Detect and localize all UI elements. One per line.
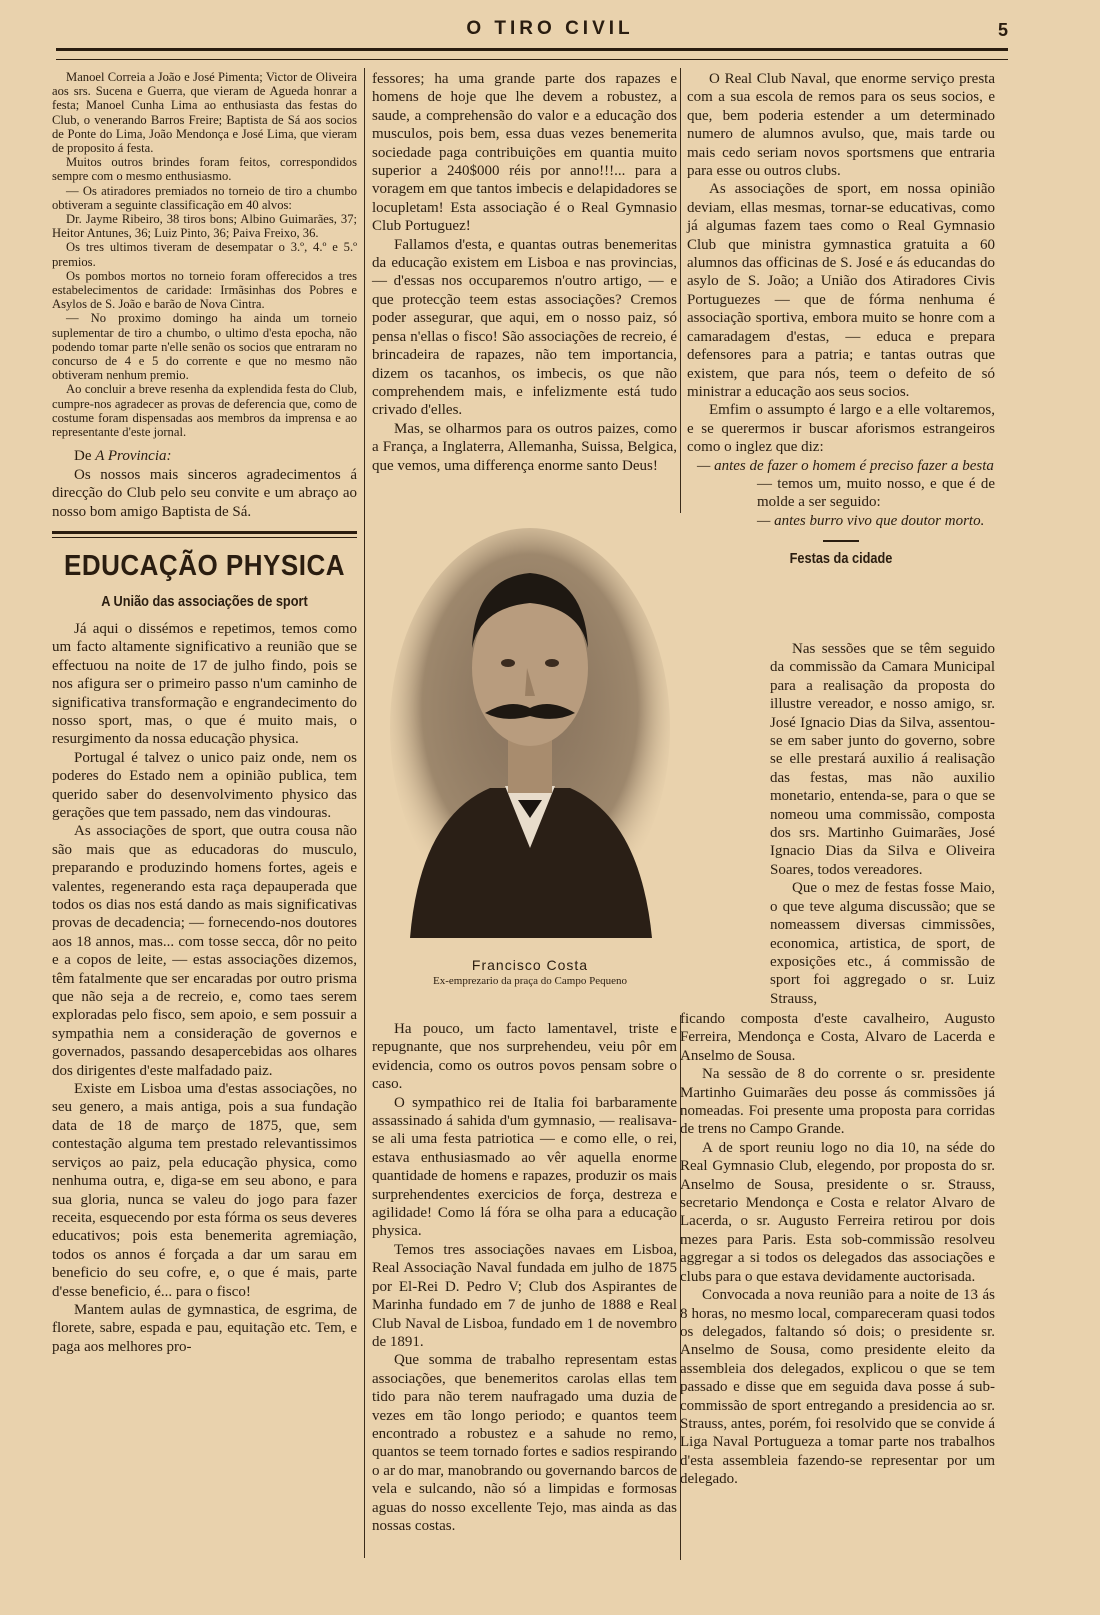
provincia-name: A Provincia: (95, 448, 172, 465)
article-paragraph: fessores; ha uma grande parte dos rapazes e homens de hoje que lhe devem a robustez, a saude, a comprehensão do valor e a educação dos musculos, pois bem, essa duas vezes benemerita sociedade paga contribuições em quantia muito superior a 240$000 réis por anno!!!... para a voragem em que tantos imbecis e delapidadores se locupletam! Esta associação é o Real Gymnasio Club Portuguez! (372, 71, 677, 235)
article-paragraph: Ao concluir a breve resenha da explendida festa do Club, cumpre-nos agradecer as provas de deferencia que, como de costume foram dispensadas aos membros da imprensa e ao representante d'este jornal. (52, 382, 357, 440)
article-paragraph: Convocada a nova reunião para a noite de 13 ás 8 horas, no mesmo local, compareceram quasi todos os delegados, faltando só dois; o presidente sr. Anselmo de Sousa, como presidente eleito da assembleia dos delegados, explicou o que se tem passado e disse que em seguida dava posse á sub-commissão de sport entregando a presidencia ao sr. Strauss, antes, porém, foi resolvido que se convide á Liga Naval Portugueza a tomar parte nos trabalhos d'esta assembleia fazendo-se representar por um delegado. (680, 1287, 995, 1488)
article-paragraph: Muitos outros brindes foram feitos, correspondidos sempre com o mesmo enthusiasmo. (52, 155, 357, 184)
article-paragraph: — Os atiradores premiados no torneio de tiro a chumbo obtiveram a seguinte classificação em 40 alvos: (52, 183, 357, 212)
provincia-intro: De A Provincia: (74, 448, 172, 465)
portrait-name: Francisco Costa (471, 957, 589, 973)
article-paragraph: Temos tres associações navaes em Lisboa, Real Associação Naval fundada em julho de 1875 por El-Rei D. Pedro V; Club dos Aspirantes de Marinha fundado em 7 de junho de 1888 e Real Club Naval de Lisboa, fundado em 1 de novembro de 1891. (372, 1241, 677, 1350)
article-paragraph: Emfim o assumpto é largo e a elle voltaremos, e se querermos ir buscar aforismos estrangeiros como o inglez que diz: (687, 402, 995, 456)
quote-connector: — temos um, muito nosso, e que é de molde a ser seguido: (757, 475, 995, 511)
portrait-figure (380, 518, 680, 987)
article-paragraph: Já aqui o dissémos e repetimos, temos como um facto altamente significativo a reunião que se effectuou na noite de 17 de julho findo, pois se nos afigura ser o primeiro passo n'um caminho de significativa transformação e engrandecimento do nosso sport, mas, o que é muito mais, o resurgimento da nossa educação physica. (52, 620, 357, 748)
masthead-title: O TIRO CIVIL (466, 18, 634, 39)
section-title-festas: Festas da cidade (789, 550, 893, 568)
article-paragraph: — No proximo domingo ha ainda um torneio suplementar de tiro a chumbo, o ultimo d'esta epocha, não podendo tomar parte n'elle senão os socios que entraram no concurso de 4 e 5 do corrente e que no mesmo não obtiveram nenhum premio. (52, 311, 357, 383)
portrait-image (380, 518, 680, 948)
header-rule (56, 48, 1008, 60)
article-paragraph: As associações de sport, em nossa opinião deviam, ellas mesmas, tornar-se educativas, como já algumas fazem taes como o Real Gymnasio Club que ministra gymnastica gratuita a 60 alumnos das officinas de S. José e ás educandas do asylo de S. João; a União dos Atiradores Civis Portuguezes — que de fórma nenhuma é associação sportiva, embora muito se honre com a camaradagem d'estas, — educa e prepara defensores para a patria; e tantas outras que existem, que para nós, teem o defeito de só ministrar a educação aos seus socios. (687, 181, 995, 400)
portrait-caption: Ex-emprezario da praça do Campo Pequeno (433, 975, 627, 987)
column-2-lower (372, 1020, 677, 1535)
article-paragraph: Mas, se olharmos para os outros paizes, como a França, a Inglaterra, Allemanha, Suissa, Belgica, que vemos, uma differença enorme santo Deus! (372, 420, 677, 474)
section-title: EDUCAÇÃO PHYSICA (63, 548, 346, 582)
article-paragraph: Manoel Correia a João e José Pimenta; Victor de Oliveira aos srs. Sucena e Guerra, que vieram de Agueda honrar a festa; Manoel Cunha Lima ao enthusiasta das festas do Club, o venerando Barros Freire; Baptista de Sá aos socios de Ponte do Lima, João Mendonça e José Lima, que vieram de proposito á festa. (52, 70, 357, 156)
quote-english: — antes de fazer o homem é preciso fazer a besta (697, 457, 994, 474)
article-paragraph: Os tres ultimos tiveram de desempatar o 3.º, 4.º e 5.º premios. (52, 240, 357, 269)
article-paragraph: Existe em Lisboa uma d'estas associações, no seu genero, a mais antiga, pois a sua fundação data de 18 de março de 1875, que, sem contestação alguma tem prestado relevantissimos serviços ao paiz, pela educação physica, como nenhuma outra, e, diga-se em seu abono, e para sua gloria, nunca se valeu do jogo para fazer receita, esquecendo por esta fórma os seus deveres educativos; pois esta benemerita agremiação, todos os annos é forçada a dar um sarau em beneficio do seu cofre, e, o que é mais, parte d'esse beneficio, é... para o fisco! (52, 1081, 357, 1300)
column-1 (52, 70, 357, 1356)
column-3-festas (770, 640, 995, 1008)
article-paragraph: Os nossos mais sinceros agradecimentos á direcção do Club pelo seu convite e um abraço ao nosso bom amigo Baptista de Sá. (52, 466, 357, 520)
column-3-festas-continued (680, 1010, 995, 1489)
article-paragraph: A de sport reuniu logo no dia 10, na séde do Real Gymnasio Club, elegendo, por proposta do sr. Anselmo de Sousa, presidente o sr. Strauss, secretario Mendonça e Costa e relator Alvaro de Lacerda, o sr. Augusto Ferreira retirou por dois mezes para Paris. Esta sob-commissão resolveu aggregar a si todos os delegados das associações e clubs para o que estava devidamente auctorisada. (680, 1139, 995, 1285)
article-paragraph: Nas sessões que se têm seguido da commissão da Camara Municipal para a realisação da proposta do illustre vereador, e nosso amigo, sr. José Ignacio Dias da Silva, assentou-se em saber junto do governo, sobre se elle prestará auxilio á realisação das festas, mas não auxilio monetario, entenda-se, para o que se nomeou uma commissão, composta dos srs. Martinho Guimarães, José Ignacio Dias da Silva e Oliveira Soares, todos vereadores. (770, 641, 995, 878)
section-divider (52, 531, 357, 538)
article-paragraph: Fallamos d'esta, e quantas outras benemeritas da educação existem em Lisboa e nas provincias, — d'essas nos occuparemos n'outro artigo, — e que protecção teem estas associações? Cremos poder assegurar, que aqui, em o nosso paiz, só pensa n'ellas o fisco! São associações de recreio, é brincadeira de rapazes, não tem importancia, dizem os tacanhos, os imbecis, os que não comprehendem mais, e infelizmente está tudo crivado d'elles. (372, 236, 677, 419)
article-paragraph: Ha pouco, um facto lamentavel, triste e repugnante, que nos surprehendeu, veiu pôr em evidencia, como os outros povos pensam sobre o caso. (372, 1021, 677, 1093)
article-paragraph: O sympathico rei de Italia foi barbaramente assassinado á sahida d'um gymnasio, — realisava-se ali uma festa patriotica — e como elle, o rei, estava enthusiasmado ao vêr aquella enorme quantidade de homens e rapazes, produzir os mais surprehendentes exercicios de força, destreza e agilidade! Como lá fóra se olha para a educação physica. (372, 1094, 677, 1240)
quote-portuguese: — antes burro vivo que doutor morto. (757, 512, 985, 529)
article-paragraph: O Real Club Naval, que enorme serviço presta com a sua escola de remos para os seus socios, e que, bem poderia estender a um determinado numero de alumnos avulso, que, mais tarde ou mais cedo seriam novos sportsmens que entraria para esse ou outros clubs. (687, 71, 995, 180)
column-divider (680, 68, 681, 513)
column-3 (687, 70, 995, 577)
article-paragraph: Dr. Jayme Ribeiro, 38 tiros bons; Albino Guimarães, 37; Heitor Antunes, 36; Luiz Pinto, 36; Paiva Freixo, 36. (52, 212, 357, 241)
article-paragraph: Que somma de trabalho representam estas associações, que benemeritos carolas ellas tem tido para não terem naufragado uma duzia de vezes em tão longo periodo; e quantos teem encontrado a robustez e a sahude no remo, quantos se teem tornado fortes e sadios respirando o ar do mar, manobrando ou governando barcos de vela e sulcando, não só a limpidas e formosas aguas do nosso excellente Tejo, mas ainda as das nossas costas. (372, 1352, 677, 1534)
article-paragraph: As associações de sport, que outra cousa não são mais que as educadoras do musculo, preparando e produzindo homens fortes, ageis e valentes, regenerando esta raça depauperada que todos os dias nos está dando as mais significativas provas de decadencia; — fornecendo-nos doutores aos 18 annos, mas... com tosse secca, dôr no peito e a copos de leite, — estas associações dizemos, têm fatalmente que ser encaradas por outro prisma que não seja a de recreio, e, como taes serem exploradas pelo fisco, sem apoio, e sem possuir a sympathia nem a consideração de governos e governados, passando desapercebidas aos olhares dos dirigentes d'este malfadado paiz. (52, 823, 357, 1079)
page-number: 5 (997, 20, 1008, 40)
section-subtitle: A União das associações de sport (101, 592, 308, 610)
article-paragraph: Na sessão de 8 do corrente o sr. presidente Martinho Guimarães deu posse ás commissões já nomeadas. Foi presente uma proposta para corridas de trens no Campo Grande. (680, 1066, 995, 1138)
article-paragraph: Que o mez de festas fosse Maio, o que teve alguma discussão; que se nomeassem diversas cimmissões, economica, artistica, de sport, de exposições etc., á commissão de sport foi aggregado o sr. Luiz Strauss, (770, 880, 995, 1007)
article-paragraph: Portugal é talvez o unico paiz onde, nem os poderes do Estado nem a opinião publica, tem querido saber do desenvolvimento physico das gerações que tem passado, nem das vindouras. (52, 749, 357, 821)
column-divider (364, 68, 365, 1558)
article-paragraph: Os pombos mortos no torneio foram offerecidos a tres estabelecimentos de caridade: Irmãsinhas dos Pobres e Asylos de S. João e barão de Nova Cintra. (52, 268, 357, 312)
column-2 (372, 70, 677, 475)
section-divider (823, 540, 859, 542)
article-paragraph: Mantem aulas de gymnastica, de esgrima, de florete, sabre, espada e pau, equitação etc. Tem, e paga aos melhores pro- (52, 1301, 357, 1355)
article-paragraph: ficando composta d'este cavalheiro, Augusto Ferreira, Mendonça e Costa, Alvaro de Lacerda e Anselmo de Sousa. (680, 1011, 995, 1064)
